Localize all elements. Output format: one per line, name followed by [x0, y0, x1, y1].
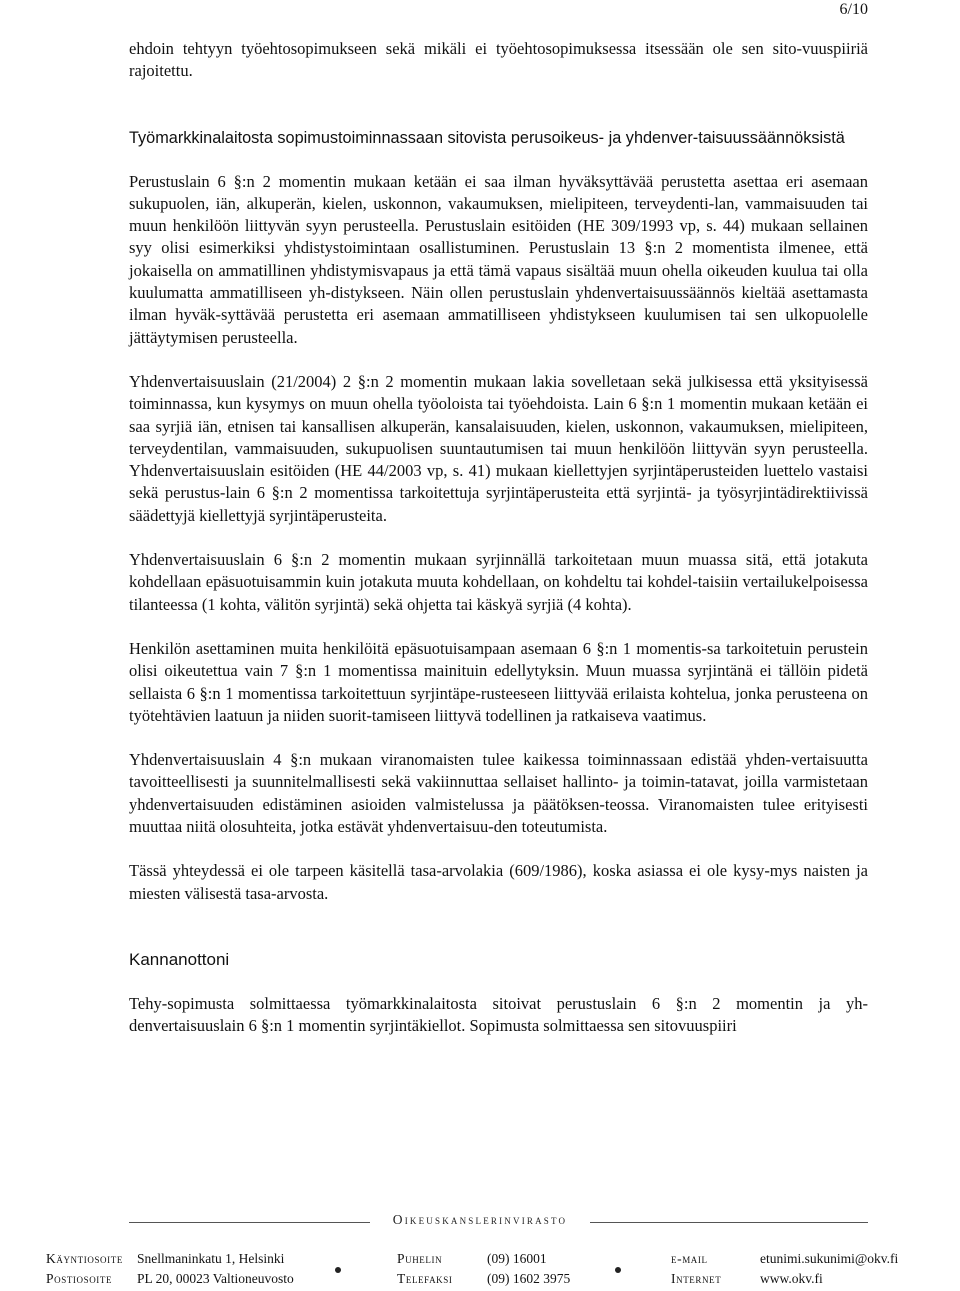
website: www.okv.fi — [760, 1271, 823, 1286]
paragraph: Yhdenvertaisuuslain (21/2004) 2 §:n 2 momentin mukaan lakia sovelletaan sekä julkisessa että yksityisessä toiminnassa, kun kysymys on muun ohella työoloista tai työehdoista. Lain 6 §:n 1 momentin mukaan ketään ei saa syrjiä iän, etnisen tai kansallisen alkuperän, kansalaisuuden, kielen, uskonnon, vakaumuksen, mielipiteen, terveydentilan, vammaisuuden, sukupuolisen suuntautumisen tai muun henkilöön liittyvän syyn perusteella. Yhdenvertaisuuslain esitöiden (HE 44/2003 vp, s. 41) mukaan kiellettyjen syrjintäperusteiden luettelo vastaisi sekä perustus-lain 6 §:n 2 momentissa tarkoitettuja syrjintäperusteita että syrjintä- ja työsyrjintädirektiivissä säädettyjä kiellettyjä syrjintäperusteita. — [129, 371, 868, 525]
paragraph: Tässä yhteydessä ei ole tarpeen käsitellä tasa-arvolakia (609/1986), koska asiassa ei ole kysy-mys naisten ja miesten välisestä tasa-arvosta. — [129, 861, 868, 903]
paragraph: ehdoin tehtyyn työehtosopimukseen sekä mikäli ei työehtosopimuksessa itsessään ole sen sito-vuuspiiriä rajoitettu. — [129, 39, 868, 81]
fax-label: Telefaksi — [397, 1271, 453, 1286]
paragraph: Yhdenvertaisuuslain 6 §:n 2 momentin mukaan syrjinnällä tarkoitetaan muun muassa sitä, että jotakuta kohdellaan epäsuotuisammin kuin jotakuta muuta kohdellaan, on kohdeltu tai kohdel-taisiin vertailukelpoisessa tilanteessa (1 kohta, välitön syrjintä) sekä ohjetta tai käskyä syrjiä (4 kohta). — [129, 550, 868, 614]
paragraph-text: Perustuslain 6 §:n 2 momentin mukaan ketään ei saa ilman hyväksyttävää perustetta asettaa eri asemaan sukupuolen, iän, alkuperän, kielen, uskonnon, vakaumuksen, mielipiteen, terveydenti-lan, vammaisuuden tai muun henkilöön liittyvän syyn perusteella. — [129, 171, 868, 236]
phone-label: Puhelin — [397, 1251, 443, 1266]
page-number: 6/10 — [839, 1, 868, 18]
internet-label: Internet — [671, 1271, 722, 1286]
paragraph: Yhdenvertaisuuslain 4 §:n mukaan viranomaisten tulee kaikessa toiminnassaan edistää yhden-vertaisuutta tavoitteellisesti ja suunnitelmallisesti sekä vakiinnuttaa sellaiset hallinto- ja toimin-tatavat, joilla varmistetaan yhdenvertaisuuden edistäminen asioiden valmistelussa ja päätöksen-teossa. Viranomaisten tulee erityisesti muuttaa niitä olosuhteita, jotka estävät yhdenvertaisuu-den toteutumista. — [129, 750, 868, 837]
paragraph-text: Perustuslain esitöiden (HE 309/1993 vp, s. 44) mukaan sellainen syy olisi esimerkiksi yhdistystoimintaan osallistuminen. Perustuslain 13 §:n 2 momentista ilmenee, että jokaisella on ammatillinen yhdistymisvapaus ja että tämä vapaus sisältää muun ohella oikeuden kuulua tai olla kuulumatta ammatilliseen yh-distykseen. Näin ollen perustuslain yhdenvertaisuussäännös kieltää asettamasta ilman hyväk-syttävää perustetta eri asemaan ammatilliseen yhdistykseen kuulumisen tai sen ulkopuolelle jättäytymisen perusteella. — [129, 216, 868, 347]
email-label: e-mail — [671, 1251, 708, 1266]
visiting-address: Snellmaninkatu 1, Helsinki — [137, 1251, 285, 1266]
fax-number: (09) 1602 3975 — [487, 1271, 571, 1286]
separator-dot-icon — [335, 1267, 341, 1273]
visiting-address-label: Käyntiosoite — [46, 1251, 123, 1266]
organization-name: Oikeuskanslerinvirasto — [392, 1212, 568, 1227]
separator-dot-icon — [615, 1267, 621, 1273]
postal-address: PL 20, 00023 Valtioneuvosto — [137, 1271, 294, 1286]
section-heading: Kannanottoni — [129, 949, 230, 969]
document-body — [129, 38, 868, 1038]
postal-address-label: Postiosoite — [46, 1271, 113, 1286]
paragraph: Henkilön asettaminen muita henkilöitä epäsuotuisampaan asemaan 6 §:n 1 momentis-sa tarkoitetuin perustein olisi oikeutettua vain 7 §:n 1 momentissa mainituin edellytyksin. Muun muassa syrjintänä ei tällöin pidetä sellaista 6 §:n 1 momentissa tarkoitettuun syrjintäpe-rusteeseen liittyvää erilaista kohtelua, jonka perusteena on työtehtävien laatuun ja niiden suorit-tamiseen liittyvä todellinen ja ratkaiseva vaatimus. — [129, 638, 868, 725]
letterhead-footer — [0, 1205, 960, 1291]
section-heading: Työmarkkinalaitosta sopimustoiminnassaan sitovista perusoikeus- ja yhdenver-taisuussäännöksistä — [129, 128, 845, 147]
paragraph — [129, 171, 868, 349]
phone-number: (09) 16001 — [487, 1251, 547, 1266]
paragraph: Tehy-sopimusta solmittaessa työmarkkinalaitosta sitoivat perustuslain 6 §:n 2 momentin ja yh-denvertaisuuslain 6 §:n 1 momentin syrjintäkiellot. Sopimusta solmittaessa sen sitovuuspiiri — [129, 993, 868, 1036]
email-address: etunimi.sukunimi@okv.fi — [760, 1251, 899, 1266]
footer-divider — [129, 1222, 370, 1223]
footer-divider — [590, 1222, 868, 1223]
